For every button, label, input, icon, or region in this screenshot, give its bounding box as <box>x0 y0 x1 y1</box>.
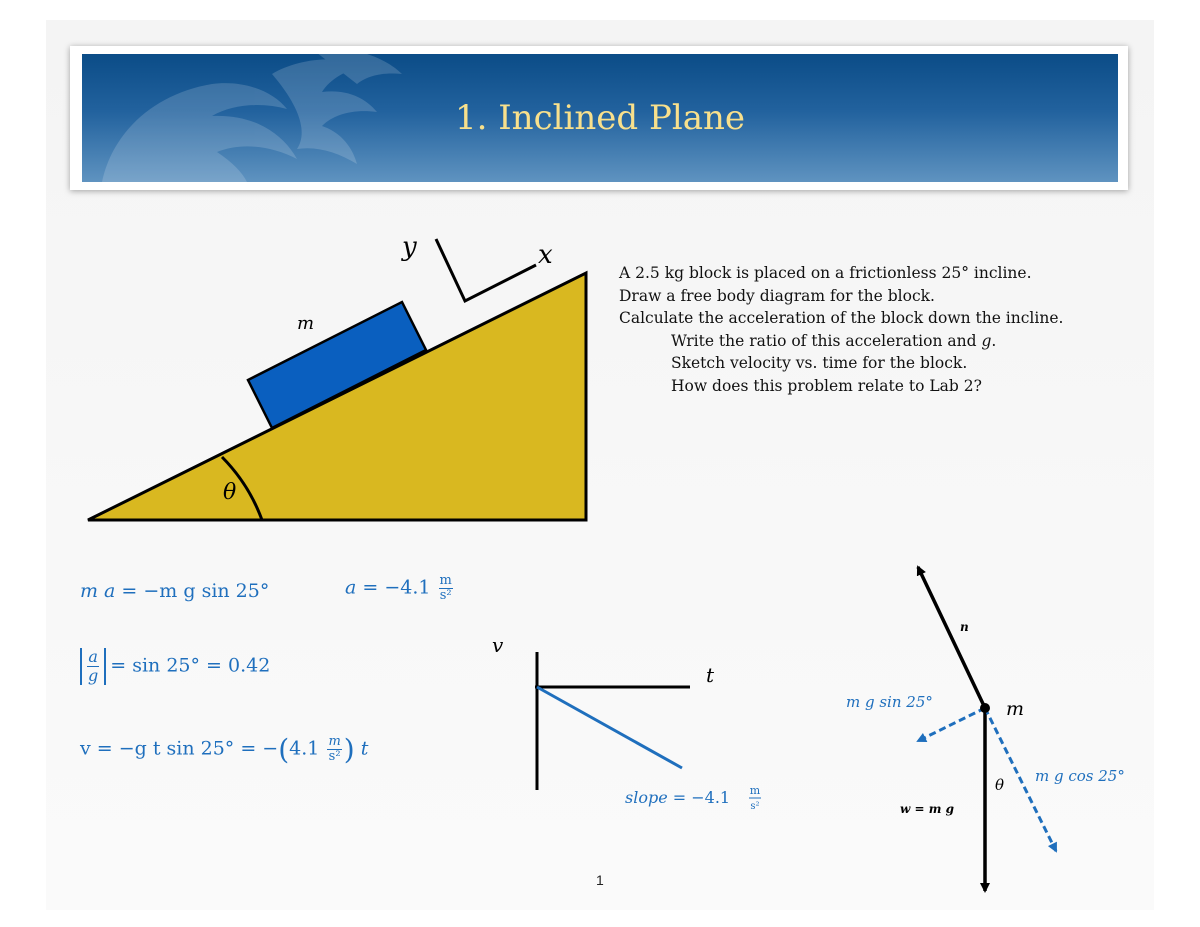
x-axis-label: x <box>538 240 553 270</box>
velocity-time-graph <box>470 630 790 830</box>
v-axis-label: v <box>492 633 504 657</box>
parallel-component-label: m g sin 25° <box>846 693 933 711</box>
weight-label: w = m g <box>900 802 955 816</box>
slope-unit-den: s² <box>750 801 760 812</box>
axes-indicator <box>436 239 536 301</box>
normal-force-label: n <box>960 620 969 634</box>
problem-line-5: Sketch velocity vs. time for the block. <box>671 354 968 372</box>
problem-line-6: How does this problem relate to Lab 2? <box>671 376 982 395</box>
fbd-angle-label: θ <box>995 776 1005 794</box>
t-axis-label: t <box>706 663 715 687</box>
velocity-line <box>537 687 682 768</box>
equation-acceleration: a = −4.1 $\frac{m}{\text{s²}}$ <box>345 573 452 603</box>
velocity-unit: $\frac{m}{\text{s²}}$ <box>328 734 341 764</box>
title-banner <box>70 46 1128 190</box>
perpendicular-component-label: m g cos 25° <box>1035 767 1125 785</box>
ratio-abs: $\frac{a}{g}$ <box>80 648 106 685</box>
page-number: 1 <box>596 872 604 888</box>
equation-newton: m a = −m g sin 25° <box>80 580 270 602</box>
fbd-mass-label: m <box>1006 698 1025 720</box>
equation-ratio: $\frac{a}{g}$ = sin 25° = 0.42 <box>80 648 270 685</box>
mass-label: m <box>297 313 315 334</box>
incline-diagram <box>0 225 600 545</box>
title-banner-fill <box>82 54 1118 182</box>
problem-line-3: Calculate the acceleration of the block down the incline. <box>619 309 1064 327</box>
normal-force-arrow <box>918 567 985 708</box>
slope-text: slope = −4.1 <box>625 788 731 807</box>
incline-wedge <box>88 273 586 520</box>
parallel-component-arrow <box>918 708 985 741</box>
slide-title: 1. Inclined Plane <box>455 98 745 138</box>
problem-line-4: Write the ratio of this acceleration and g. <box>671 331 997 350</box>
equation-velocity: v = −g t sin 25° = −(4.1 $\frac{m}{\text{s²}}$ ) t <box>80 733 369 766</box>
problem-line-2: Draw a free body diagram for the block. <box>619 286 935 305</box>
slope-unit-num: m <box>749 784 761 797</box>
angle-label: θ <box>223 480 237 505</box>
problem-statement <box>619 262 1159 397</box>
acceleration-unit: $\frac{m}{\text{s²}}$ <box>439 573 452 603</box>
y-axis-label: y <box>402 232 417 262</box>
mass-point <box>980 703 990 713</box>
free-body-diagram <box>830 555 1170 915</box>
problem-line-1: A 2.5 kg block is placed on a frictionless 25° incline. <box>619 264 1032 282</box>
